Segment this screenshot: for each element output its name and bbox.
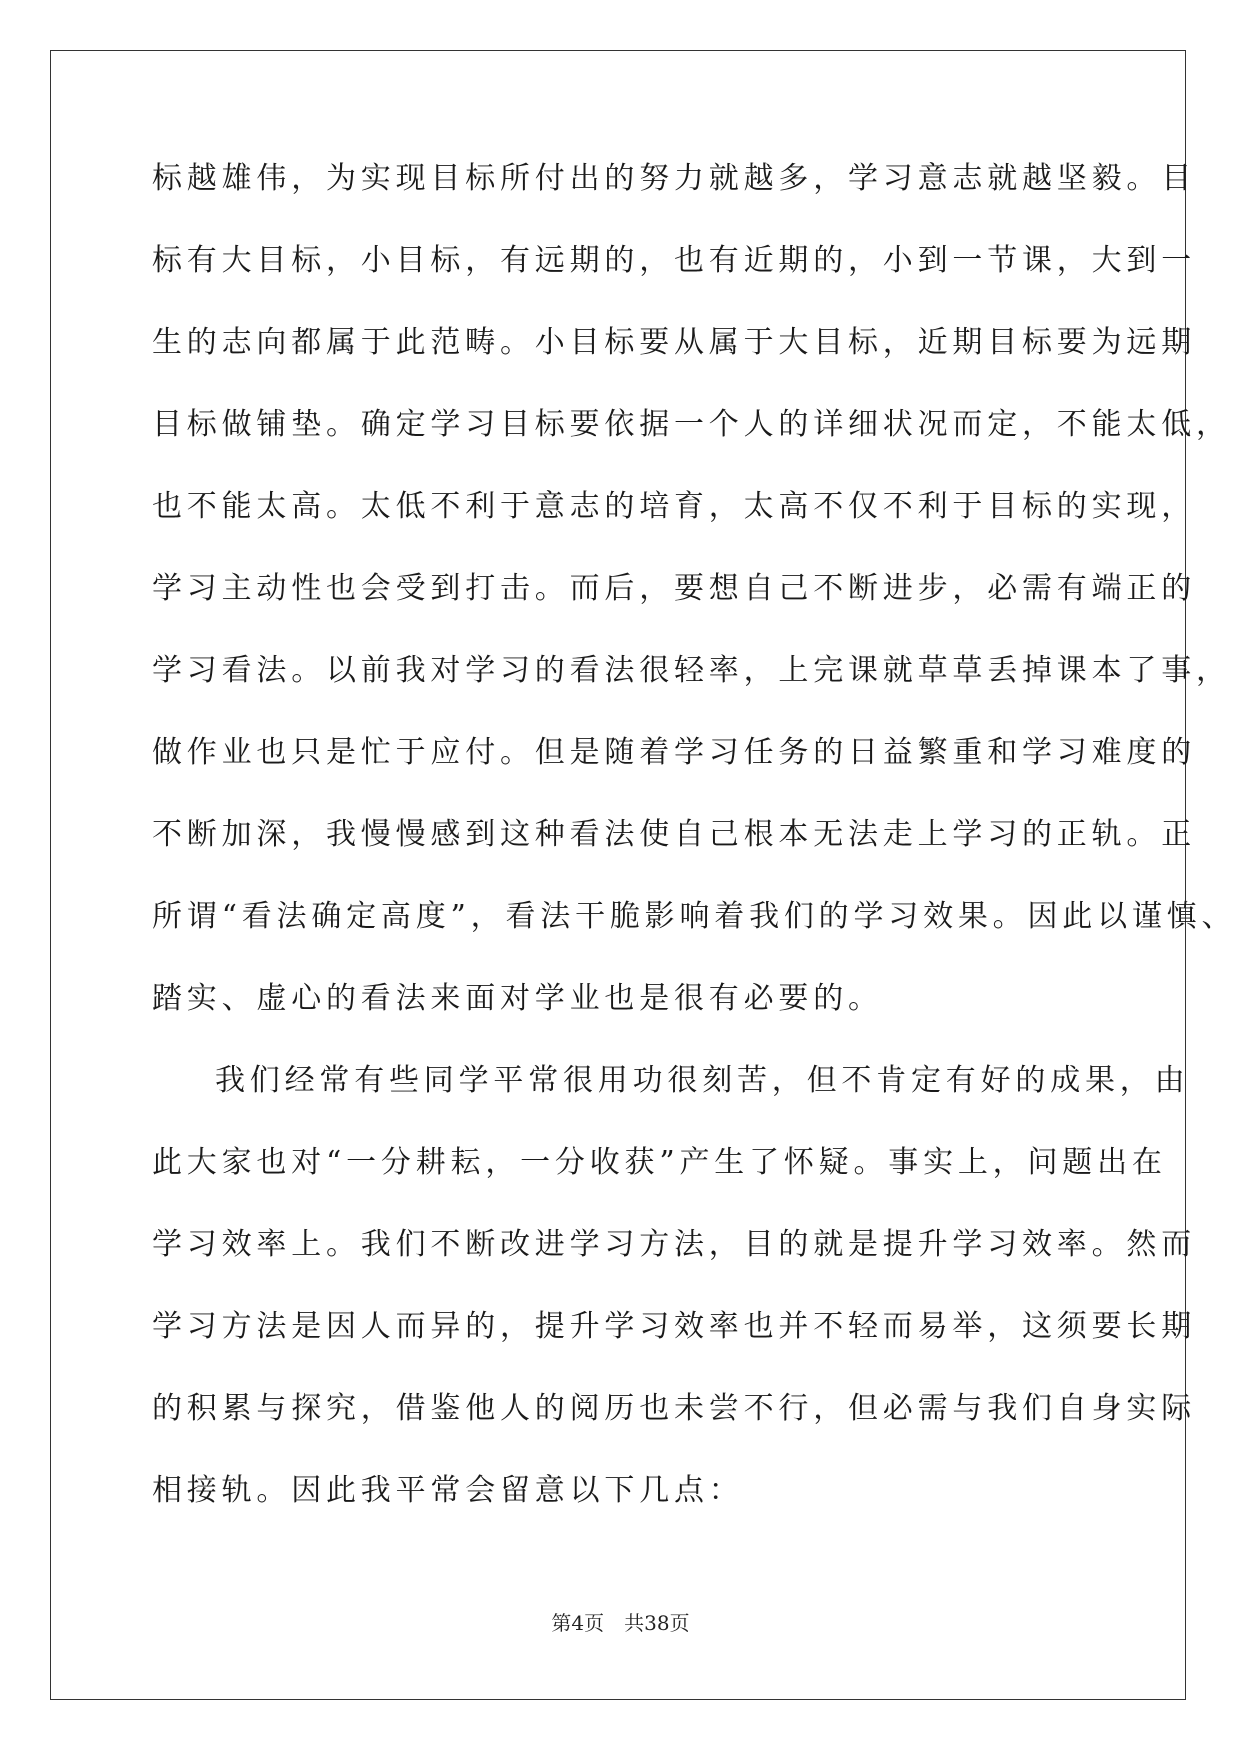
text-line: 此大家也对“一分耕耘，一分收获”产生了怀疑。事实上，问题出在 <box>152 1145 1167 1180</box>
text-line: 生的志向都属于此范畴。小目标要从属于大目标，近期目标要为远期 <box>152 325 1196 360</box>
paragraph-start-line: 我们经常有些同学平常很用功很刻苦，但不肯定有好的成果，由 <box>215 1063 1190 1098</box>
text-line: 所谓“看法确定高度”，看法干脆影响着我们的学习效果。因此以谨慎、 <box>152 899 1237 934</box>
document-body <box>152 160 1237 1554</box>
text-line: 学习主动性也会受到打击。而后，要想自己不断进步，必需有端正的 <box>152 571 1196 606</box>
text-line: 学习看法。以前我对学习的看法很轻率，上完课就草草丢掉课本了事， <box>152 653 1231 688</box>
text-line: 也不能太高。太低不利于意志的培育，太高不仅不利于目标的实现， <box>152 489 1196 524</box>
text-line: 做作业也只是忙于应付。但是随着学习任务的日益繁重和学习难度的 <box>152 735 1196 770</box>
text-line: 不断加深，我慢慢感到这种看法使自己根本无法走上学习的正轨。正 <box>152 817 1196 852</box>
text-line: 踏实、虚心的看法来面对学业也是很有必要的。 <box>152 981 883 1016</box>
page-number-footer: 第4页 共38页 <box>551 1611 690 1635</box>
text-line: 的积累与探究，借鉴他人的阅历也未尝不行，但必需与我们自身实际 <box>152 1391 1196 1426</box>
text-line: 相接轨。因此我平常会留意以下几点： <box>152 1473 744 1508</box>
text-line: 标有大目标，小目标，有远期的，也有近期的，小到一节课，大到一 <box>152 243 1196 278</box>
text-line: 目标做铺垫。确定学习目标要依据一个人的详细状况而定，不能太低， <box>152 407 1231 442</box>
text-line: 学习效率上。我们不断改进学习方法，目的就是提升学习效率。然而 <box>152 1227 1196 1262</box>
text-line: 学习方法是因人而异的，提升学习效率也并不轻而易举，这须要长期 <box>152 1309 1196 1344</box>
text-line: 标越雄伟，为实现目标所付出的努力就越多，学习意志就越坚毅。目 <box>152 161 1196 196</box>
